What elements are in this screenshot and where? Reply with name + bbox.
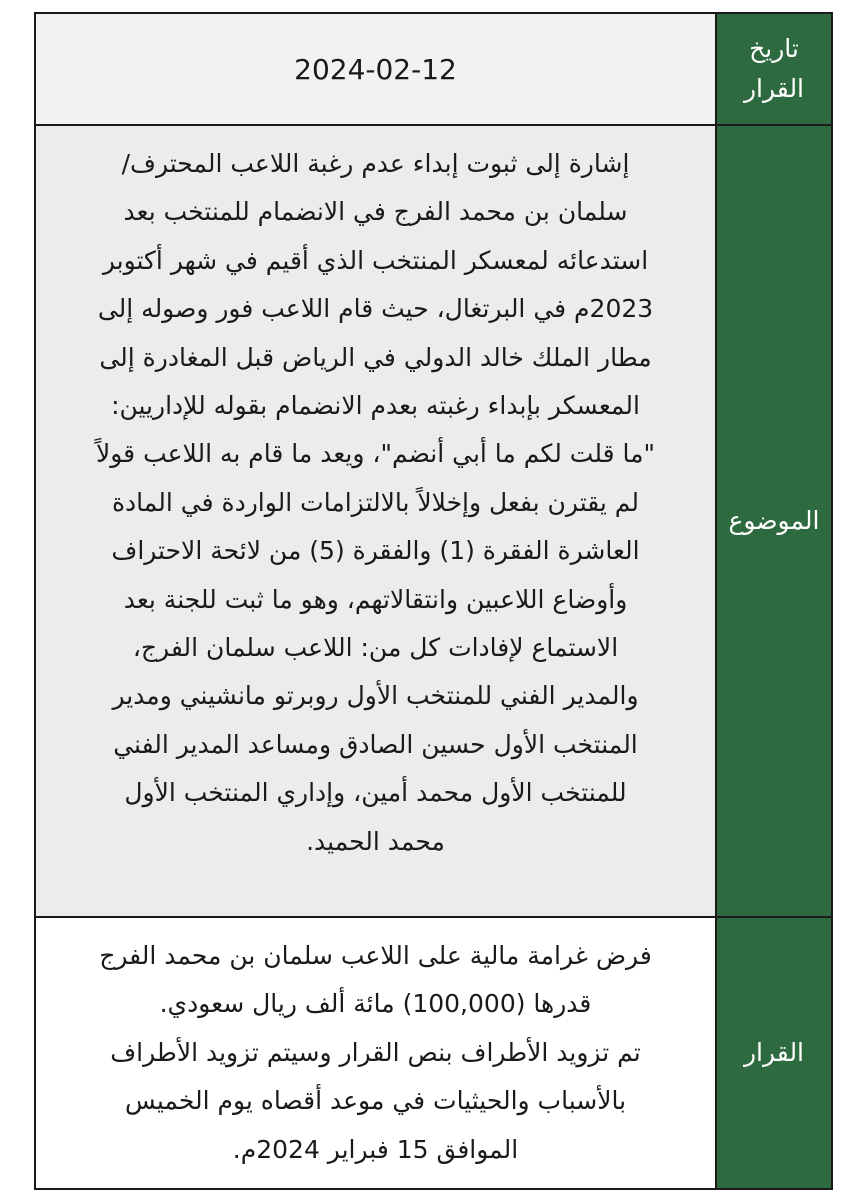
decision-table (34, 12, 833, 1190)
subject-line: إشارة إلى ثبوت إبداء عدم رغبة اللاعب المحترف/ (121, 149, 630, 178)
subject-line: استدعائه لمعسكر المنتخب الذي أقيم في شهر أكتوبر (102, 245, 649, 275)
decision-line: بالأسباب والحيثيات في موعد أقصاه يوم الخميس (124, 1086, 627, 1116)
subject-line: لم يقترن بفعل وإخلالاً بالالتزامات الواردة في المادة (111, 487, 640, 517)
decision-date-label-line-1: تاريخ (749, 34, 799, 63)
decision-line: قدرها (100,000) مائة ألف ريال سعودي. (159, 989, 592, 1019)
decision-line: الموافق 15 فبراير 2024م. (232, 1134, 519, 1164)
subject-line: سلمان بن محمد الفرج في الانضمام للمنتخب بعد (123, 197, 628, 227)
subject-line: "ما قلت لكم ما أبي أنضم"، ويعد ما قام به اللاعب قولاً (96, 439, 655, 469)
subject-line: للمنتخب الأول محمد أمين، وإداري المنتخب الأول (124, 778, 627, 808)
subject-label: الموضوع (715, 126, 831, 918)
decision-date-label (715, 14, 831, 126)
subject-line: 2023م في البرتغال، حيث قام اللاعب فور وصوله إلى (97, 294, 654, 324)
subject-line: الاستماع لإفادات كل من: اللاعب سلمان الفرج، (132, 633, 619, 663)
decision-date-value: 2024-02-12 (36, 14, 715, 126)
decision-line: تم تزويد الأطراف بنص القرار وسيتم تزويد الأطراف (110, 1037, 641, 1067)
subject-line: محمد الحميد. (306, 826, 445, 856)
decision-date-label-line-2: القرار (743, 74, 805, 103)
subject-line: والمدير الفني للمنتخب الأول روبرتو مانشيني ومدير (112, 681, 639, 711)
subject-line: المنتخب الأول حسين الصادق ومساعد المدير الفني (113, 729, 638, 759)
decision-line: فرض غرامة مالية على اللاعب سلمان بن محمد الفرج (99, 941, 652, 970)
decision-text (36, 918, 715, 1188)
subject-line: المعسكر بإبداء رغبته بعدم الانضمام بقوله للإداريين: (111, 391, 640, 421)
subject-line: مطار الملك خالد الدولي في الرياض قبل المغادرة إلى (99, 342, 652, 372)
subject-text (36, 126, 715, 918)
decision-label: القرار (715, 918, 831, 1188)
subject-line: وأوضاع اللاعبين وانتقالاتهم، وهو ما ثبت للجنة بعد (123, 584, 628, 614)
subject-line: العاشرة الفقرة (1) والفقرة (5) من لائحة الاحتراف (111, 536, 640, 566)
